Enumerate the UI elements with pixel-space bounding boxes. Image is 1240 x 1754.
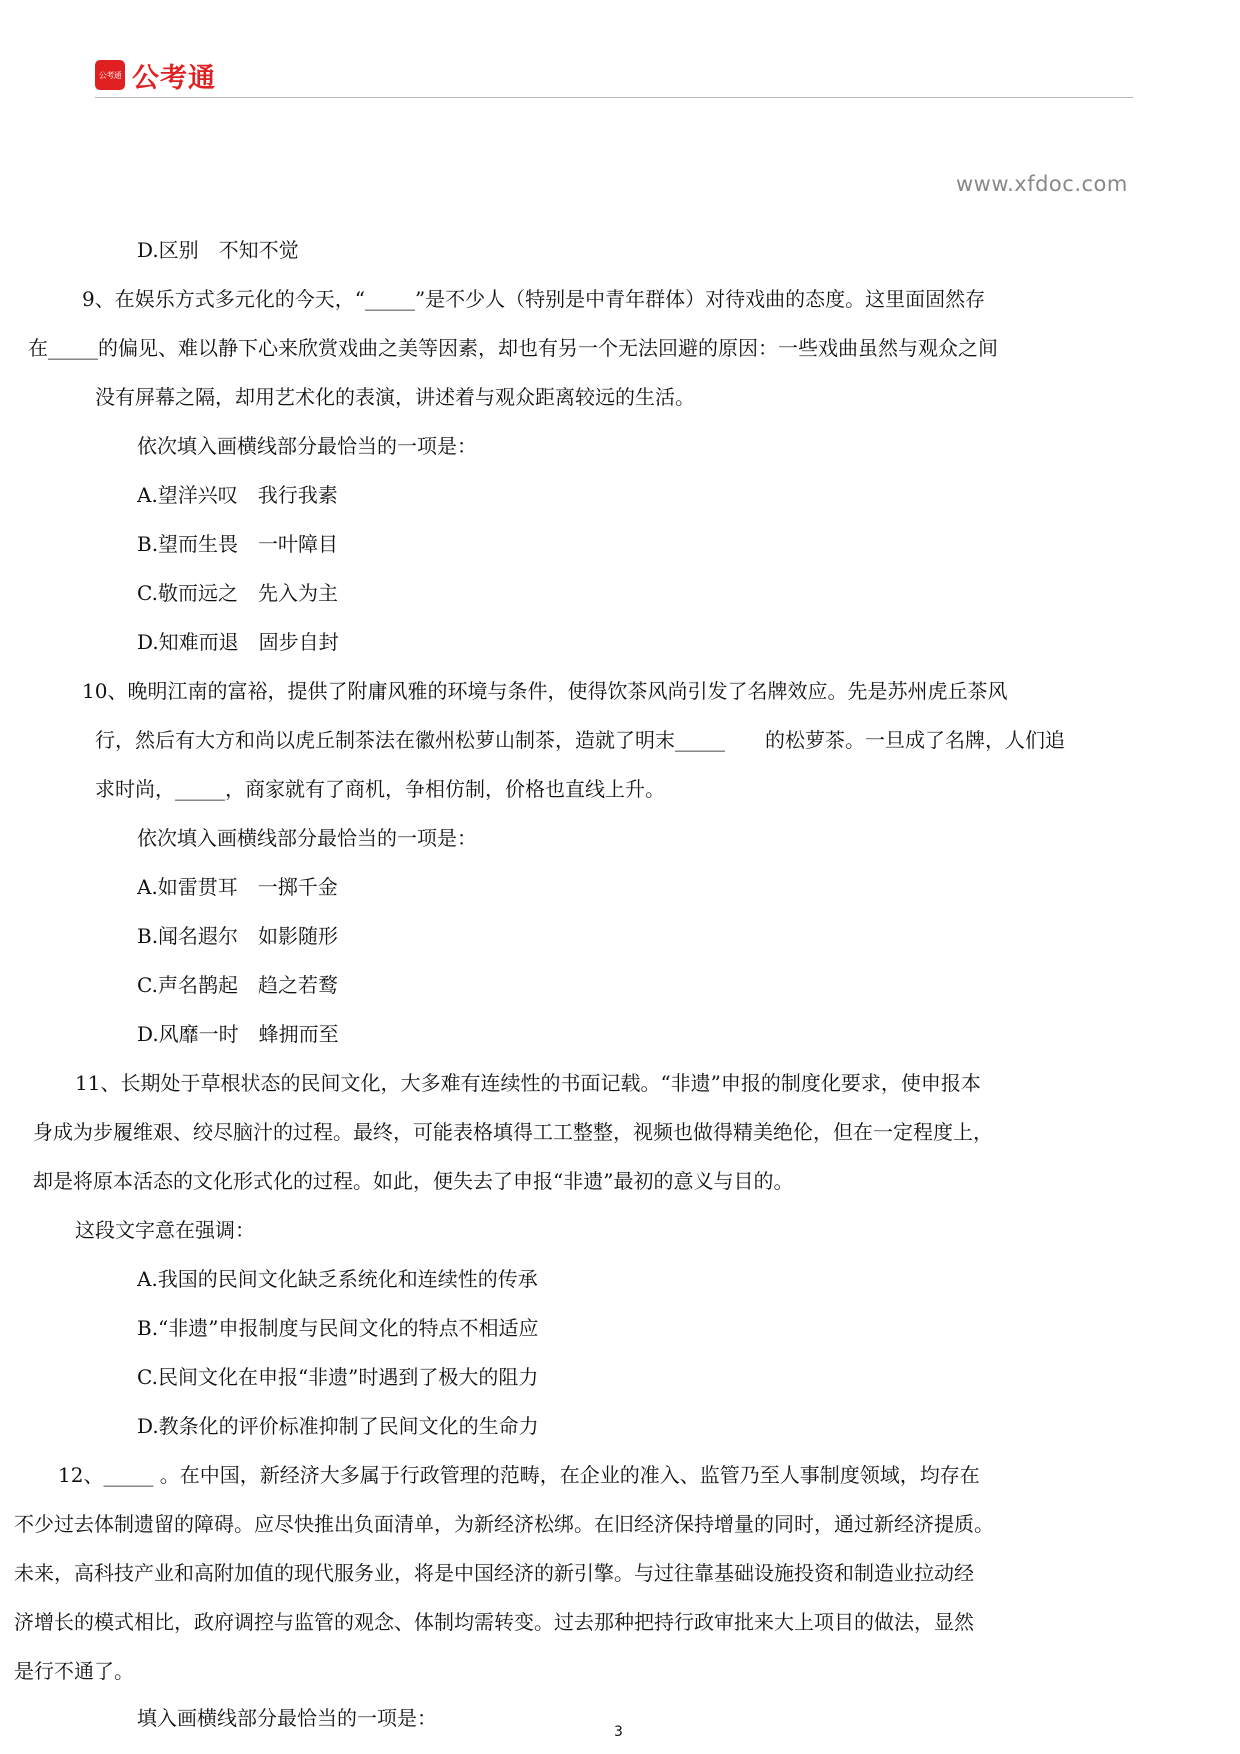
option-c: C.声名鹊起 趋之若鹜 — [137, 973, 338, 997]
option-a: A.如雷贯耳 一掷千金 — [137, 875, 338, 899]
option-d: D.知难而退 固步自封 — [137, 630, 339, 654]
question-12-text: 未来，高科技产业和高附加值的现代服务业，将是中国经济的新引擎。与过往靠基础设施投资和制造业拉动经 — [14, 1561, 974, 1585]
option-a: A.望洋兴叹 我行我素 — [137, 483, 338, 507]
question-12-text: 济增长的模式相比，政府调控与监管的观念、体制均需转变。过去那种把持行政审批来大上项目的做法，显然 — [14, 1610, 974, 1634]
website-watermark: www.xfdoc.com — [956, 172, 1128, 196]
question-12-text: 12、_____ 。在中国，新经济大多属于行政管理的范畴，在企业的准入、监管乃至人事制度领域，均存在 — [58, 1463, 980, 1487]
option-b: B.“非遗”申报制度与民间文化的特点不相适应 — [137, 1316, 539, 1340]
question-prompt: 依次填入画横线部分最恰当的一项是： — [137, 434, 477, 458]
option-line: D.区别 不知不觉 — [137, 238, 299, 262]
option-c: C.敬而远之 先入为主 — [137, 581, 338, 605]
option-c: C.民间文化在申报“非遗”时遇到了极大的阻力 — [137, 1365, 539, 1389]
question-9-text: 9、在娱乐方式多元化的今天，“_____”是不少人（特别是中青年群体）对待戏曲的态度。这里面固然存 — [82, 287, 986, 311]
question-10-text: 行，然后有大方和尚以虎丘制茶法在徽州松萝山制茶，造就了明末_____ 的松萝茶。一旦成了名牌，人们追 — [95, 728, 1065, 752]
question-9-text: 在_____的偏见、难以静下心来欣赏戏曲之美等因素，却也有另一个无法回避的原因：一些戏曲虽然与观众之间 — [28, 336, 998, 360]
question-11-text: 却是将原本活态的文化形式化的过程。如此，便失去了申报“非遗”最初的意义与目的。 — [33, 1169, 794, 1193]
option-b: B.望而生畏 一叶障目 — [137, 532, 339, 556]
question-prompt: 这段文字意在强调： — [75, 1218, 255, 1242]
option-d: D.教条化的评价标准抑制了民间文化的生命力 — [137, 1414, 539, 1438]
question-10-text: 10、晚明江南的富裕，提供了附庸风雅的环境与条件，使得饮茶风尚引发了名牌效应。先是苏州虎丘茶风 — [82, 679, 1008, 703]
logo-mark-icon: 公考通 — [95, 60, 125, 90]
option-a: A.我国的民间文化缺乏系统化和连续性的传承 — [137, 1267, 538, 1291]
question-9-text: 没有屏幕之隔，却用艺术化的表演，讲述着与观众距离较远的生活。 — [95, 385, 695, 409]
logo — [95, 58, 216, 92]
page-number: 3 — [614, 1724, 623, 1740]
question-12-text: 是行不通了。 — [14, 1659, 134, 1683]
question-11-text: 身成为步履维艰、绞尽脑汁的过程。最终，可能表格填得工工整整，视频也做得精美绝伦，但在一定程度上， — [33, 1120, 993, 1144]
header-divider — [95, 97, 1133, 98]
question-11-text: 11、长期处于草根状态的民间文化，大多难有连续性的书面记载。“非遗”申报的制度化要求，使申报本 — [75, 1071, 981, 1095]
question-12-text: 不少过去体制遗留的障碍。应尽快推出负面清单，为新经济松绑。在旧经济保持增量的同时，通过新经济提质。 — [14, 1512, 994, 1536]
question-10-text: 求时尚，_____，商家就有了商机，争相仿制，价格也直线上升。 — [95, 777, 665, 801]
question-prompt: 填入画横线部分最恰当的一项是： — [137, 1706, 437, 1730]
logo-text: 公考通 — [132, 62, 216, 94]
option-d: D.风靡一时 蜂拥而至 — [137, 1022, 339, 1046]
question-prompt: 依次填入画横线部分最恰当的一项是： — [137, 826, 477, 850]
option-b: B.闻名遐尔 如影随形 — [137, 924, 339, 948]
